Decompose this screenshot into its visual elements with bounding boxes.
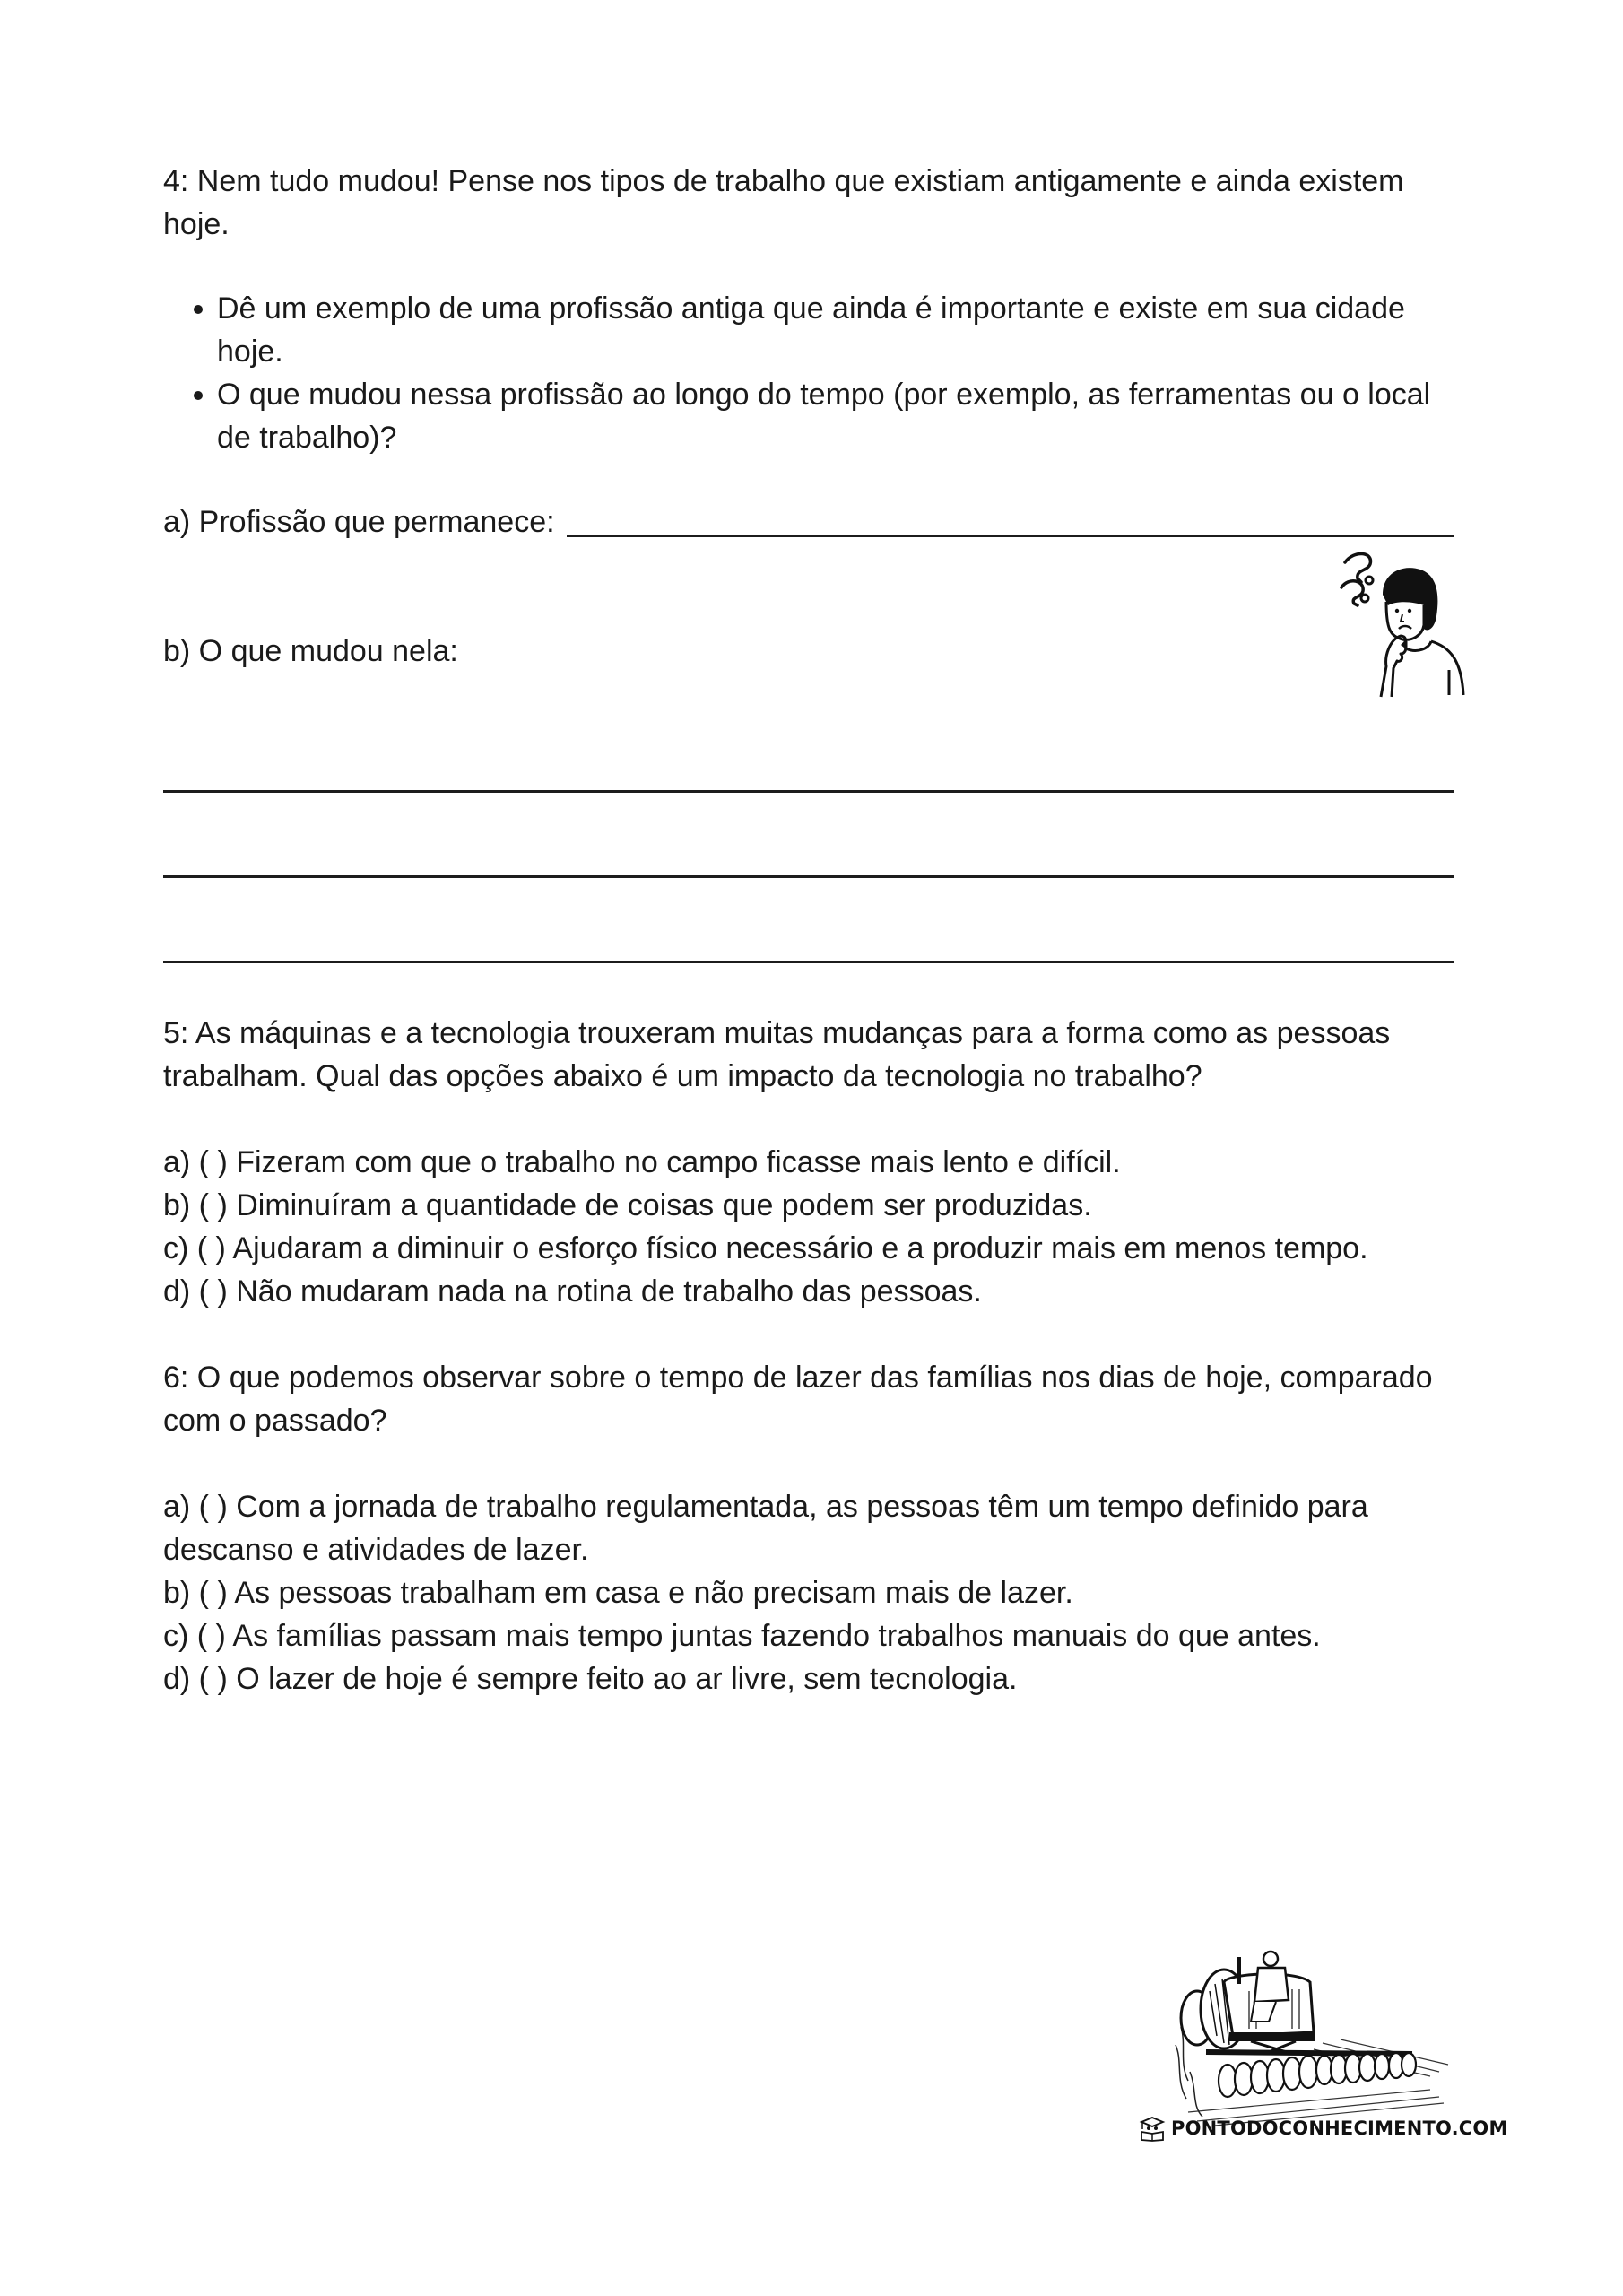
bullet-icon [194,391,203,400]
question-mark-shape-2 [1341,581,1363,605]
q4-answer-line-3[interactable] [163,961,1454,963]
q4-prompt-line-1: 4: Nem tudo mudou! Pense nos tipos de trabalho que existiam antigamente e ainda existem [163,164,1404,198]
q5-option-b[interactable]: b) ( ) Diminuíram a quantidade de coisas que podem ser produzidas. [163,1188,1092,1222]
q5-option-a[interactable]: a) ( ) Fizeram com que o trabalho no campo ficasse mais lento e difícil. [163,1145,1121,1179]
q4-answer-line-1[interactable] [163,790,1454,793]
q4-prompt-line-2: hoje. [163,207,230,241]
graduation-book-icon [1139,2115,1166,2142]
q6-option-b[interactable]: b) ( ) As pessoas trabalham em casa e não precisam mais de lazer. [163,1576,1073,1610]
q6-option-a[interactable]: a) ( ) Com a jornada de trabalho regulamentada, as pessoas têm um tempo definido para [163,1490,1368,1524]
q4-field-b-label: b) O que mudou nela: [163,634,458,668]
q4-field-a-label: a) Profissão que permanece: [163,505,555,539]
q5-prompt-line-1: 5: As máquinas e a tecnologia trouxeram muitas mudanças para a forma como as pessoas [163,1016,1391,1050]
q4-bullet-item [163,373,1463,459]
q4-field-a-answer-line[interactable] [567,535,1454,537]
q4-bullet-2-line-1: O que mudou nessa profissão ao longo do tempo (por exemplo, as ferramentas ou o local [217,378,1431,412]
q4-answer-line-2[interactable] [163,875,1454,878]
q4-bullet-1-line-1: Dê um exemplo de uma profissão antiga que ainda é importante e existe em sua cidade [217,291,1405,326]
q4-bullet-list [163,287,1463,459]
brand-logo [1139,2115,1508,2142]
thinking-person-icon [1318,543,1471,700]
q6-prompt-line-1: 6: O que podemos observar sobre o tempo de lazer das famílias nos dias de hoje, comparado [163,1361,1433,1395]
q4-bullet-2-line-2: de trabalho)? [217,421,397,455]
q5-prompt-line-2: trabalham. Qual das opções abaixo é um impacto da tecnologia no trabalho? [163,1059,1202,1093]
bullet-icon [194,305,203,314]
brand-text: PONTODOCONHECIMENTO.COM [1171,2118,1508,2139]
q4-bullet-1-line-2: hoje. [217,335,283,369]
q5-option-c[interactable]: c) ( ) Ajudaram a diminuir o esforço físico necessário e a produzir mais em menos tempo. [163,1231,1368,1265]
q6-option-d[interactable]: d) ( ) O lazer de hoje é sempre feito ao ar livre, sem tecnologia. [163,1662,1018,1696]
plow-discs [1219,2053,1416,2097]
q6-option-c[interactable]: c) ( ) As famílias passam mais tempo juntas fazendo trabalhos manuais do que antes. [163,1619,1321,1653]
q5-option-d[interactable]: d) ( ) Não mudaram nada na rotina de trabalho das pessoas. [163,1274,982,1309]
q4-bullet-item [163,287,1463,373]
q6-option-a-continuation: descanso e atividades de lazer. [163,1533,589,1567]
q6-prompt-line-2: com o passado? [163,1404,387,1438]
